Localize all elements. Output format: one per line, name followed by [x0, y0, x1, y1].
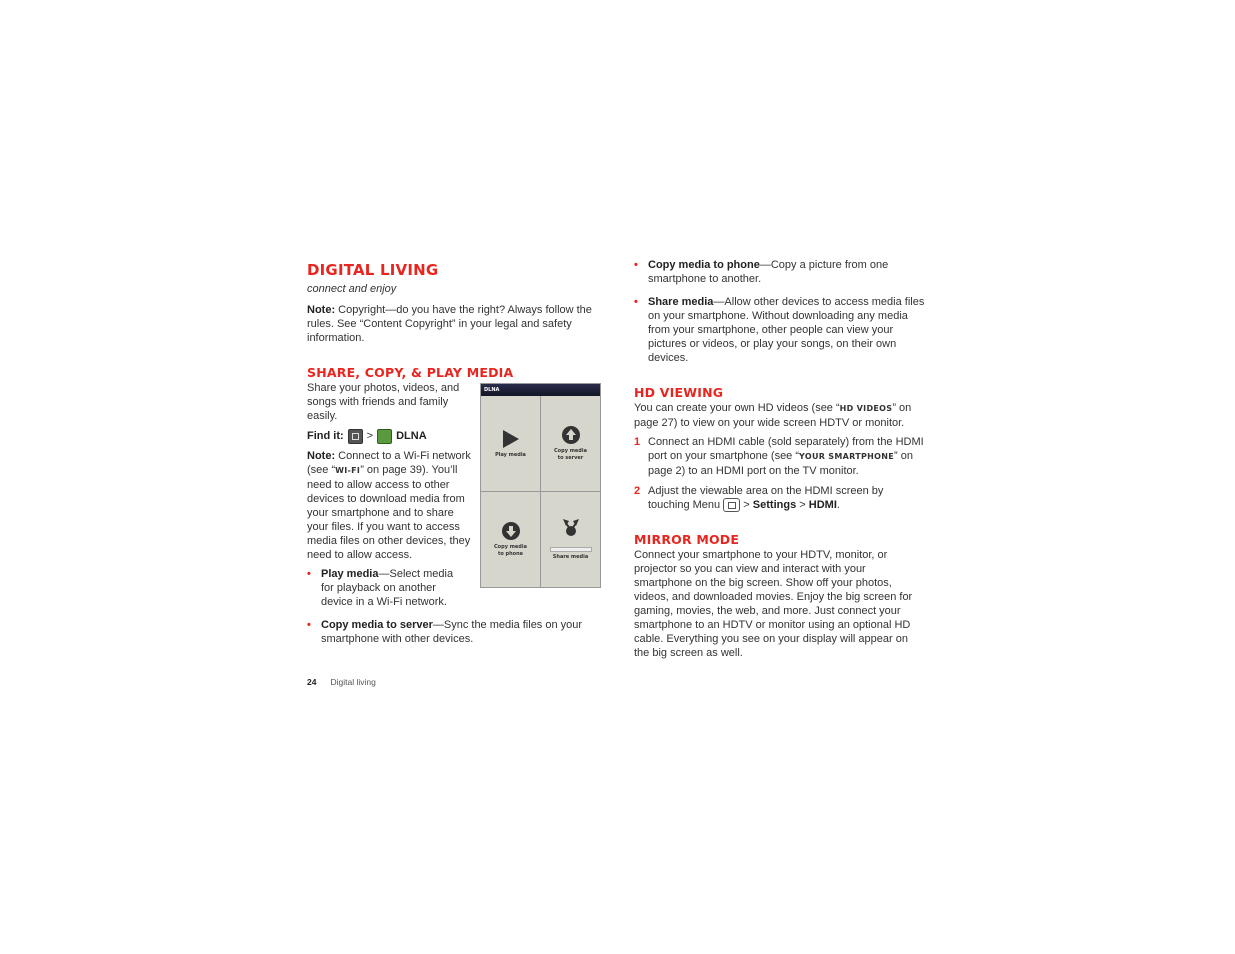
dlna-tile-grid: [481, 396, 600, 587]
wifi-note: [307, 449, 475, 562]
share-icon: [561, 518, 581, 538]
section-title-share: SHARE, COPY, & PLAY MEDIA: [307, 365, 514, 380]
play-icon: [502, 429, 520, 449]
section-title-hd: HD VIEWING: [634, 385, 724, 400]
bullet-term: Copy media to phone: [648, 259, 760, 271]
share-progress-bar: [550, 547, 592, 552]
phone-title-bar: DLNA: [481, 384, 600, 396]
step-number: 1: [634, 436, 641, 448]
note-text: Copyright—do you have the right? Always follow the rules. See “Content Copyright” in your legal and safety information.: [307, 304, 592, 344]
page-subtitle: connect and enjoy: [307, 283, 397, 295]
step-separator: >: [743, 499, 750, 511]
bullet-mark: •: [634, 296, 638, 308]
bullet-mark: •: [307, 619, 311, 631]
find-it-label: Find it:: [307, 430, 344, 442]
menu-key-icon: [723, 498, 740, 512]
tile-copy-to-server[interactable]: [541, 396, 600, 491]
page-number: 24: [307, 677, 317, 687]
dlna-screenshot: [480, 383, 601, 588]
tile-label: Copy media to server: [554, 448, 587, 461]
tile-copy-to-phone[interactable]: [481, 492, 540, 587]
tile-label: Copy media to phone: [494, 544, 527, 557]
step-text: ” on page 2) to an HDMI port on the TV monitor.: [648, 450, 913, 477]
list-item: [634, 258, 926, 286]
bullet-term: Play media: [321, 568, 379, 580]
step-text: Adjust the viewable area on the HDMI screen by touching Menu: [648, 485, 884, 511]
list-item: [307, 618, 603, 646]
hd-intro-text: You can create your own HD videos (see “: [634, 402, 840, 414]
note-text: Connect to a Wi-Fi network (see “: [307, 450, 471, 476]
list-item: [634, 295, 926, 365]
tile-label: Play media: [495, 451, 526, 458]
page-title: DIGITAL LIVING: [307, 261, 439, 279]
settings-term: Settings: [752, 499, 797, 511]
tile-share-media[interactable]: [541, 492, 600, 587]
step-text: Connect an HDMI cable (sold separately) from the HDMI port on your smartphone (see “: [648, 436, 924, 462]
page-footer: [307, 677, 376, 687]
upload-icon: [561, 425, 581, 445]
step-text: .: [836, 499, 840, 511]
bullet-term: Share media: [648, 296, 714, 308]
your-smartphone-link[interactable]: YOUR SMARTPHONE: [799, 452, 894, 461]
step-separator: >: [799, 499, 806, 511]
step-item: [634, 435, 926, 478]
section-title-mirror: MIRROR MODE: [634, 532, 740, 548]
copyright-note: [307, 303, 603, 345]
tile-label: Share media: [552, 554, 589, 560]
step-number: 2: [634, 485, 641, 497]
right-column: [634, 258, 926, 665]
launcher-icon: [348, 429, 363, 444]
find-target: DLNA: [396, 430, 427, 442]
bullet-text: —Copy a picture from one smartphone to another.: [648, 259, 889, 285]
dlna-app-icon: [377, 429, 392, 444]
mirror-text: Connect your smartphone to your HDTV, monitor, or projector so you can view and interact with your smartphone on the big screen. Show off your photos, videos, and downloaded movies. Enjoy the big screen for gaming, movies, the web, and more. Just connect your smartphone to an HDTV or monitor using an optional HD cable. Everything you see on your display will appear on the big screen as well.: [634, 549, 913, 660]
note-label: Note:: [307, 304, 336, 316]
note-label: Note:: [307, 450, 336, 462]
share-intro: Share your photos, videos, and songs with friends and family easily.: [307, 382, 460, 422]
bullet-mark: •: [307, 568, 311, 580]
tile-play-media[interactable]: [481, 396, 540, 491]
footer-section: Digital living: [330, 677, 376, 687]
bullet-term: Copy media to server: [321, 619, 433, 631]
hd-intro: [634, 401, 926, 430]
hdmi-term: HDMI: [808, 499, 837, 511]
note-text: ” on page 39). You’ll need to allow access to other devices to download media from your smartphone and to share your files. If you want to access media files on other devices, they need to allow access.: [307, 464, 471, 561]
find-it-row: [307, 428, 475, 444]
step-item: [634, 484, 926, 512]
hd-videos-link[interactable]: HD VIDEOS: [839, 404, 893, 413]
hd-steps: [634, 435, 926, 512]
wifi-link[interactable]: WI-FI: [335, 466, 361, 475]
bullet-mark: •: [634, 259, 638, 271]
bullet-text: —Sync the media files on your smartphone with other devices.: [321, 619, 583, 645]
bullet-text: —Allow other devices to access media files on your smartphone. Without downloading any media from your smartphone, other people can view your pictures or videos, or play your songs, on their own devices.: [648, 296, 925, 364]
download-icon: [501, 521, 521, 541]
bullet-text: —Select media for playback on another device in a Wi-Fi network.: [321, 568, 454, 608]
list-item: [307, 567, 463, 609]
right-bullet-list: [634, 258, 926, 365]
hd-intro-text: ” on page 27) to view on your wide screen HDTV or monitor.: [634, 402, 912, 429]
find-separator: >: [366, 430, 374, 442]
